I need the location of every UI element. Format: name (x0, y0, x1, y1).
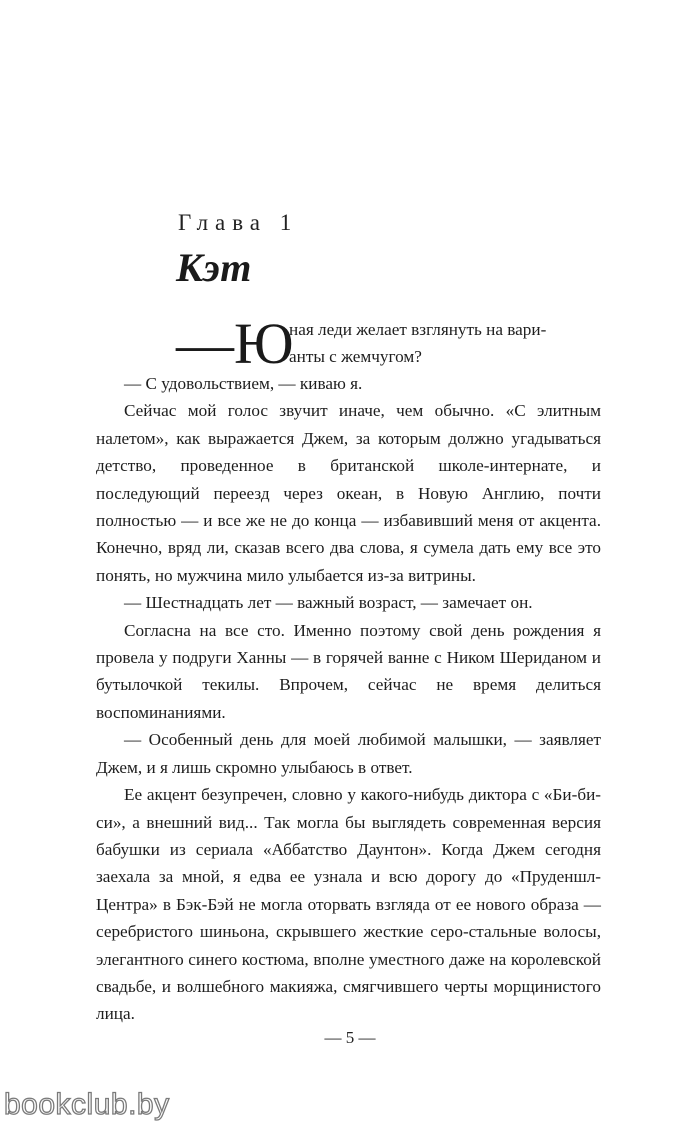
paragraph: Ее акцент безупречен, словно у какого-нибудь диктора с «Би-би-си», а внешний вид... Так могла бы выглядеть современная версия бабушки из сериала «Аббатство Даунтон». Когда Джем сегодня заехала за мной, я едва ее узнала и всю дорогу до «Пруденшл-Центра» в Бэк-Бэй не могла оторвать взгляда от ее нового образа — серебристого шиньона, скрывшего жесткие серо-стальные волосы, элегантного синего костюма, вполне уместного даже на королевской свадьбе, и волшебного макияжа, смягчившего черты морщинистого лица. (96, 785, 601, 1024)
chapter-title: Кэт (176, 245, 253, 290)
paragraph: Согласна на все сто. Именно поэтому свой день рождения я провела у подруги Ханны — в горячей ванне с Ником Шериданом и бутылочкой текилы. Впрочем, сейчас не время делиться воспоминаниями. (96, 620, 601, 722)
dropcap-lines (289, 316, 601, 371)
paragraph: — Шестнадцать лет — важный возраст, — замечает он. (124, 593, 533, 613)
dropcap-line-2: анты с жемчугом? (289, 347, 422, 367)
page-number: — 5 — (324, 1028, 376, 1047)
body-text (96, 311, 601, 1028)
chapter-label: Глава 1 (178, 210, 299, 235)
dropcap-paragraph (96, 311, 601, 376)
watermark: bookclub.by (4, 1088, 170, 1121)
dropcap-line-1: ная леди желает взглянуть на вари- (289, 320, 547, 339)
paragraph: Сейчас мой голос звучит иначе, чем обычно. «С элитным налетом», как выражается Джем, за которым должно угадываться детство, проведенное в британской школе-интернате, и последующий переезд через океан, в Новую Англию, почти полностью — и все же не до конца — избавивший меня от акцента. Конечно, вряд ли, сказав всего два слова, я сумела дать ему все это понять, но мужчина мило улыбается из-за витрины. (96, 401, 601, 585)
paragraph: — С удовольствием, — киваю я. (124, 374, 363, 393)
dropcap-letter: —Ю (176, 311, 294, 376)
paragraph: — Особенный день для моей любимой малышки, — заявляет Джем, и я лишь скромно улыбаюсь в ответ. (96, 730, 601, 777)
